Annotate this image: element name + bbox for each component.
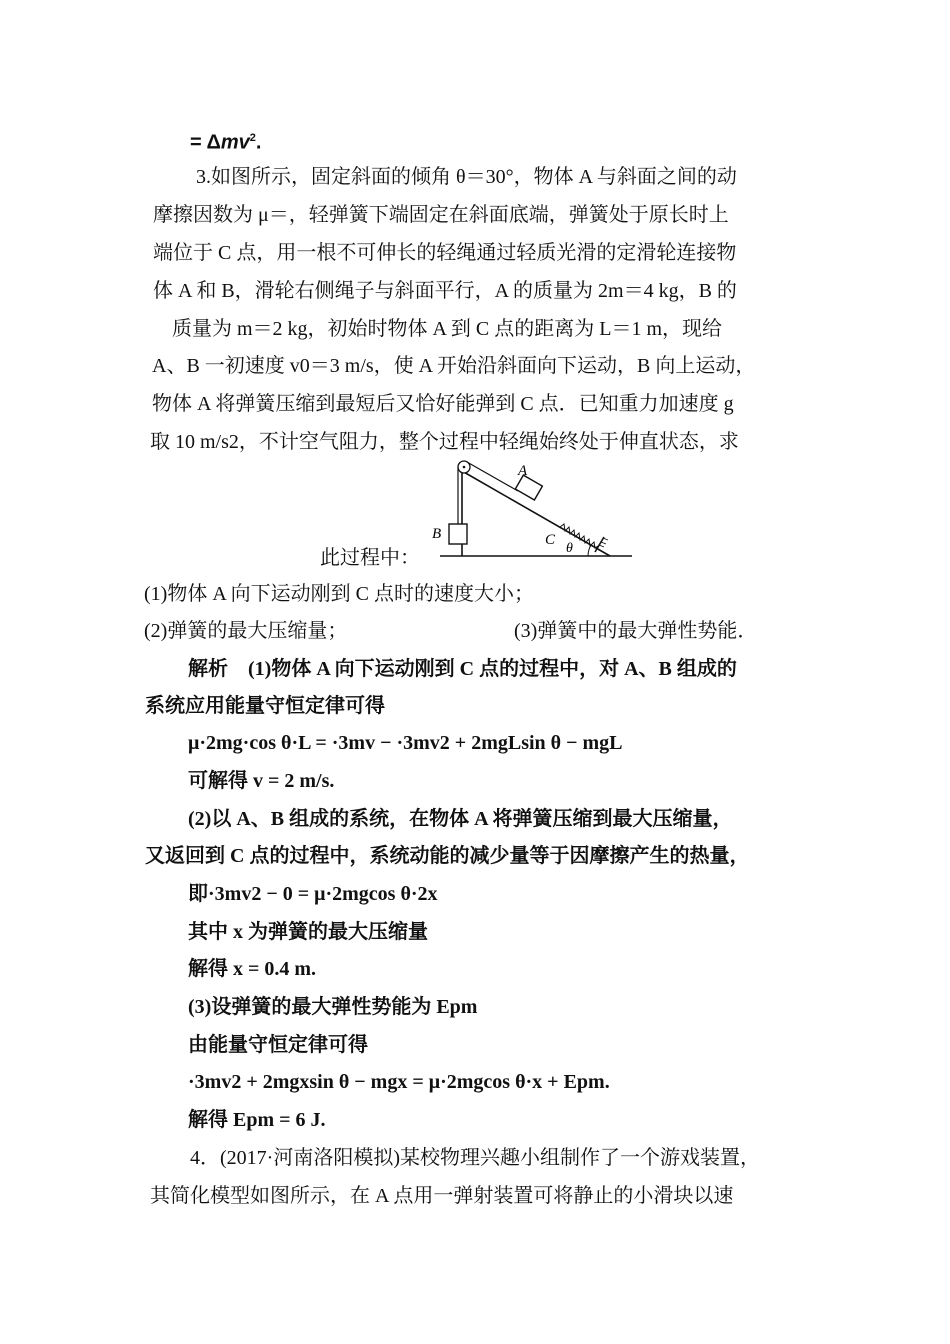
angle-arc (588, 545, 591, 556)
rope-to-a (467, 462, 518, 491)
problem3-line: A、B 一初速度 v0＝3 m/s，使 A 开始沿斜面向下运动，B 向上运动， (152, 355, 756, 377)
question-1: (1)物体 A 向下运动刚到 C 点时的速度大小； (144, 583, 534, 605)
solution-line: 由能量守恒定律可得 (188, 1034, 368, 1056)
problem3-line: 物体 A 将弹簧压缩到最短后又恰好能弹到 C 点．已知重力加速度 g (152, 393, 734, 415)
solution-line: (2)以 A、B 组成的系统，在物体 A 将弹簧压缩到最大压缩量， (188, 808, 733, 830)
solution-line: ·3mv2 + 2mgxsin θ − mgx = μ·2mgcos θ·x + Epm. (188, 1071, 610, 1093)
block-b (449, 524, 467, 544)
label-a: A (518, 463, 528, 479)
formula-end: . (255, 131, 262, 154)
formula-eq: = Δ (190, 131, 221, 154)
problem3-line: 摩擦因数为 μ＝，轻弹簧下端固定在斜面底端，弹簧处于原长时上 (153, 204, 729, 226)
problem3-line: 端位于 C 点，用一根不可伸长的轻绳通过轻质光滑的定滑轮连接物 (153, 242, 737, 264)
solution-line: μ·2mg·cos θ·L = ·3mv − ·3mv2 + 2mgLsin θ − mgL (188, 732, 623, 754)
label-theta: θ (566, 541, 573, 556)
question-2: (2)弹簧的最大压缩量； (144, 620, 348, 642)
problem4-line: 其简化模型如图所示，在 A 点用一弹射装置可将静止的小滑块以速 (150, 1185, 734, 1207)
solution-line: 即·3mv2 − 0 = μ·2mgcos θ·2x (188, 883, 438, 905)
formula-exp: 2 (249, 132, 256, 144)
label-b: B (432, 526, 442, 542)
solution-line: 解得 x = 0.4 m. (188, 958, 317, 980)
problem3-after-figure: 此过程中： (320, 547, 420, 569)
solution-line: 解得 Epm = 6 J. (188, 1109, 326, 1131)
label-c: C (545, 532, 556, 548)
solution-line: 其中 x 为弹簧的最大压缩量 (188, 921, 428, 943)
problem4-line: 4．(2017·河南洛阳模拟)某校物理兴趣小组制作了一个游戏装置， (190, 1147, 760, 1169)
pulley-axle (463, 466, 466, 469)
solution-line: 又返回到 C 点的过程中，系统动能的减少量等于因摩擦产生的热量， (145, 845, 750, 867)
solution-line: 系统应用能量守恒定律可得 (145, 695, 385, 717)
formula-m: m (220, 131, 239, 154)
solution-line: 解析 (1)物体 A 向下运动刚到 C 点的过程中，对 A、B 组成的 (188, 658, 737, 680)
problem3-line: 体 A 和 B，滑轮右侧绳子与斜面平行，A 的质量为 2m＝4 kg，B 的 (153, 280, 737, 302)
question-3: (3)弹簧中的最大弹性势能． (514, 620, 758, 642)
formula-v: v (238, 131, 250, 154)
top-formula (190, 124, 261, 157)
problem3-line: 质量为 m＝2 kg，初始时物体 A 到 C 点的距离为 L＝1 m，现给 (172, 318, 723, 340)
incline-figure (432, 458, 637, 563)
problem3-line: 取 10 m/s2，不计空气阻力，整个过程中轻绳始终处于伸直状态，求 (150, 431, 739, 453)
solution-line: 可解得 v = 2 m/s. (188, 770, 335, 792)
solution-line: (3)设弹簧的最大弹性势能为 Epm (188, 996, 478, 1018)
problem3-line: 3.如图所示，固定斜面的倾角 θ＝30°，物体 A 与斜面之间的动 (196, 166, 737, 188)
